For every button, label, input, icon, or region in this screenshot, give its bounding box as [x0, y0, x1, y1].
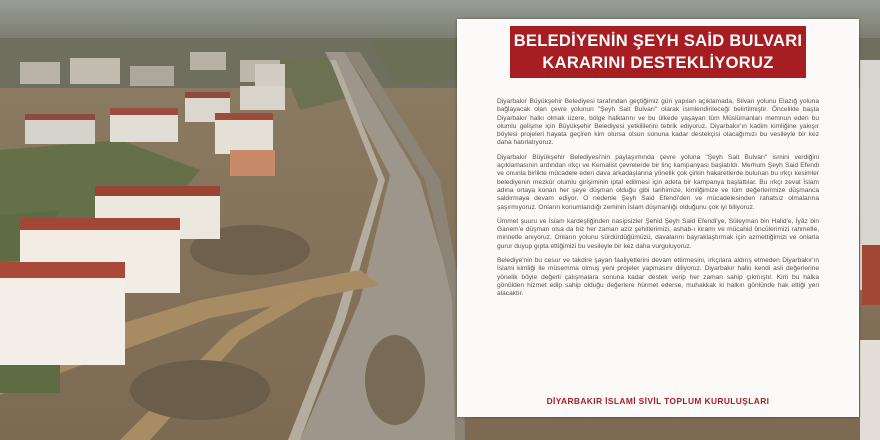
announcement-body: [497, 98, 819, 305]
body-paragraph-1: Diyarbakır Büyükşehir Belediyesi tarafından geçtiğimiz gün yapılan açıklamada, Silvan yolunu Elazığ yoluna bağlayacak olan çevre yolunun "Şeyh Sait Bulvarı" olarak isimlendirileceği belirtilmiştir. Öncelikle başta Diyarbakır halkı olmak üzere, bölge halklarını ve bu ülkede yaşayan tüm Müslümanları memnun eden bu olumlu gelişme için Büyükşehir Belediyesi yetkililerini tebrik ediyoruz. Diyarbakır'ın kadim kimliğine yakışır böylesi projeleri hayata geçiren kim olursa olsun sonuna kadar destekçisi olacağımızı bu vesileyle bir kez daha hatırlatıyoruz.: [497, 98, 819, 147]
signature: DİYARBAKIR İSLAMİ SİVİL TOPLUM KURULUŞLARI: [546, 396, 770, 406]
body-paragraph-3: Ümmet şuuru ve İslam kardeşliğinden nasipsizler Şehid Şeyh Said Efendi'ye, Süleyman bin Halid'e, İyâz bin Ganem'e düşman olsa da biz her zaman aziz şehitlerimizi, ashab-ı kiramı ve mücahid öncülerimizi rahmetle, minnetle anıyoruz. Onların yolunu sürdürdüğümüzü, davalarını bayraklaştırmak için azmettiğimizi ve onlarla gurur duyup gıpta ettiğimizi bu vesileyle bir kez daha vurguluyoruz.: [497, 217, 819, 250]
headline-line-2: KARARINI DESTEKLİYORUZ: [542, 54, 774, 72]
body-paragraph-4: Belediye'nin bu cesur ve takdire şayan faaliyetlerini devam ettirmesini, ırkçılara aldırış etmeden Diyarbakır'ın İslami kimliği ile müsemma olmuş yeni projeler yapmasını diliyoruz. Diyarbakır halkı kendi asli değerlerine yönelik böyle değerli çalışmalara sonuna kadar destek verip her zaman sahip çıkmıştır. Kim bu halka gönülden hizmet edip sahip olduğu değerlere hürmet ederse, muhakkak ki halkın gönlünde hak ettiği yeri alacaktır.: [497, 257, 819, 298]
headline-banner: [510, 26, 806, 78]
headline-line-1: BELEDİYENİN ŞEYH SAİD BULVARI: [513, 32, 803, 50]
body-paragraph-2: Diyarbakır Büyükşehir Belediyesi'nin paylaşımında çevre yoluna "Şeyh Sait Bulvarı" ismini verdiğini açıklamasının ardından ırkçı ve Kemalist çevrelerde bir linç kampanyası başlatıldı. Merhum Şeyh Said Efendi ve onunla birlikte mücadele eden dava arkadaşlarına yönelik çok çirkin hakaretlerde bulunan bu ırkçı kesimler belediyenin mezkûr olumlu girişiminin iptal edilmesi için adeta bir kampanya başlattılar. Bu ırkçı zevat İslam adına ortaya konan her şeye düşman olduğu gibi tarihimize, kimliğimize ve tüm değerlerimize düşmanca saldırmaya devam ediyor. O nedenle Şeyh Said Efendi'den ve mücadelesinden rahatsız olmalarına şaşırmıyoruz. Onların konumlandığı zeminin İslam düşmanlığı olduğunu çok iyi biliyoruz.: [497, 153, 819, 211]
announcement-panel: [457, 19, 859, 417]
